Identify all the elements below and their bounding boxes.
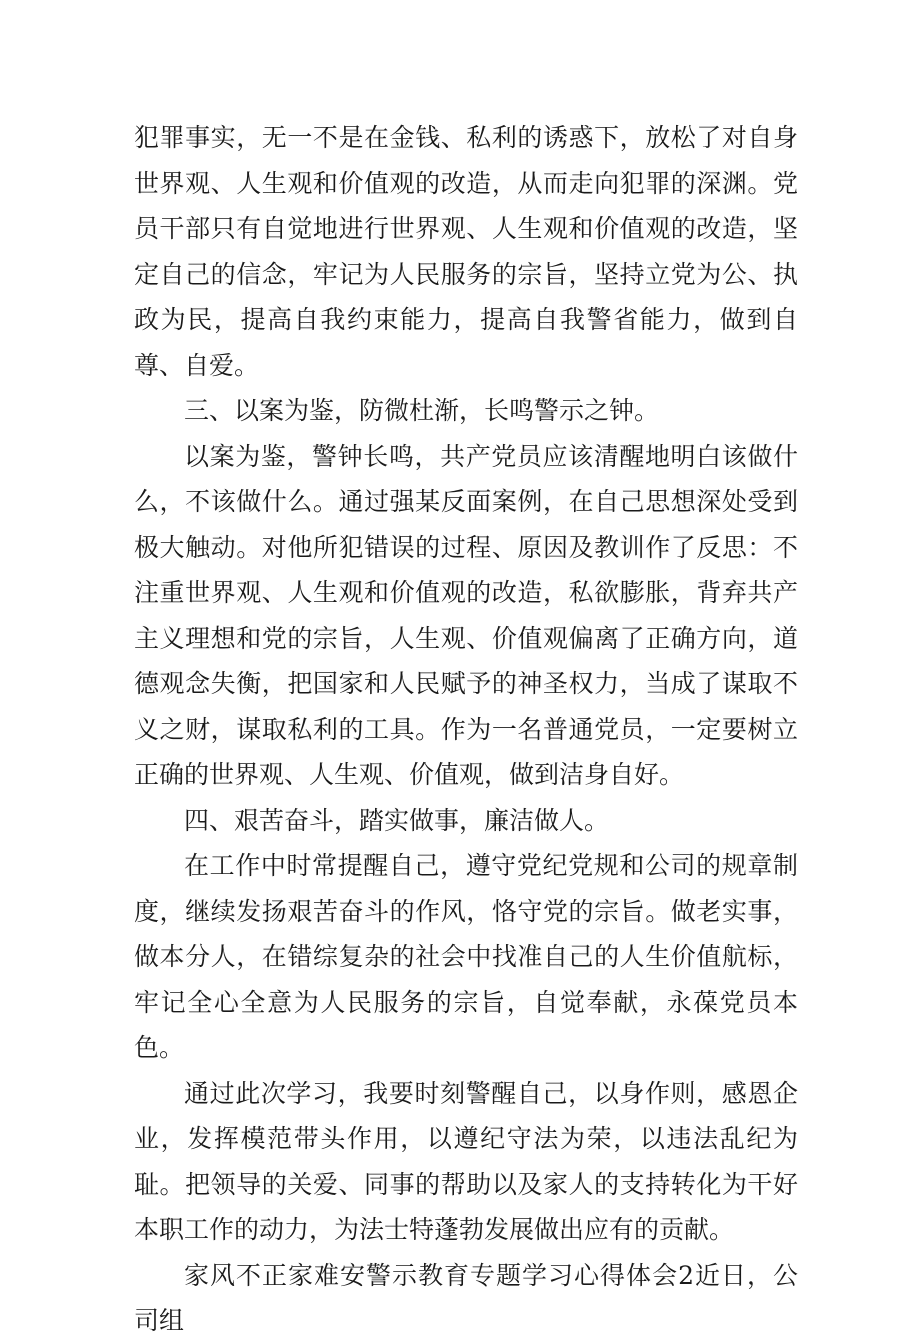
section-heading-four: 四、艰苦奋斗，踏实做事，廉洁做人。 xyxy=(184,805,610,835)
paragraph-continuation: 犯罪事实，无一不是在金钱、私利的诱惑下，放松了对自身世界观、人生观和价值观的改造，从而走向犯罪的深渊。党员干部只有自觉地进行世界观、人生观和价值观的改造，坚定自己的信念，牢记为人民服务的宗旨，坚持立党为公、执政为民，提高自我约束能力，提高自我警省能力，做到自尊、自爱。 xyxy=(134,123,798,380)
section-heading-three: 三、以案为鉴，防微杜渐，长鸣警示之钟。 xyxy=(184,396,660,425)
paragraph-work: 在工作中时常提醒自己，遵守党纪党规和公司的规章制度，继续发扬艰苦奋斗的作风，恪守党的宗旨。做老实事，做本分人，在错综复杂的社会中找准自己的人生价值航标，牢记全心全意为人民服务的宗旨，自觉奉献，永葆党员本色。 xyxy=(134,851,798,1062)
paragraph-conclusion: 通过此次学习，我要时刻警醒自己，以身作则，感恩企业，发挥模范带头作用，以遵纪守法为荣，以违法乱纪为耻。把领导的关爱、同事的帮助以及家人的支持转化为干好本职工作的动力，为法士特蓬勃发展做出应有的贡献。 xyxy=(134,1078,798,1244)
paragraph-next-article-start: 家风不正家难安警示教育专题学习心得体会2近日，公司组 xyxy=(134,1260,798,1335)
paragraph-lessons: 以案为鉴，警钟长鸣，共产党员应该清醒地明白该做什么，不该做什么。通过强某反面案例，在自己思想深处受到极大触动。对他所犯错误的过程、原因及教训作了反思：不注重世界观、人生观和价值观的改造，私欲膨胀，背弃共产主义理想和党的宗旨，人生观、价值观偏离了正确方向，道德观念失衡，把国家和人民赋予的神圣权力，当成了谋取不义之财，谋取私利的工具。作为一名普通党员，一定要树立正确的世界观、人生观、价值观，做到洁身自好。 xyxy=(134,441,798,789)
document-body xyxy=(134,115,798,1344)
